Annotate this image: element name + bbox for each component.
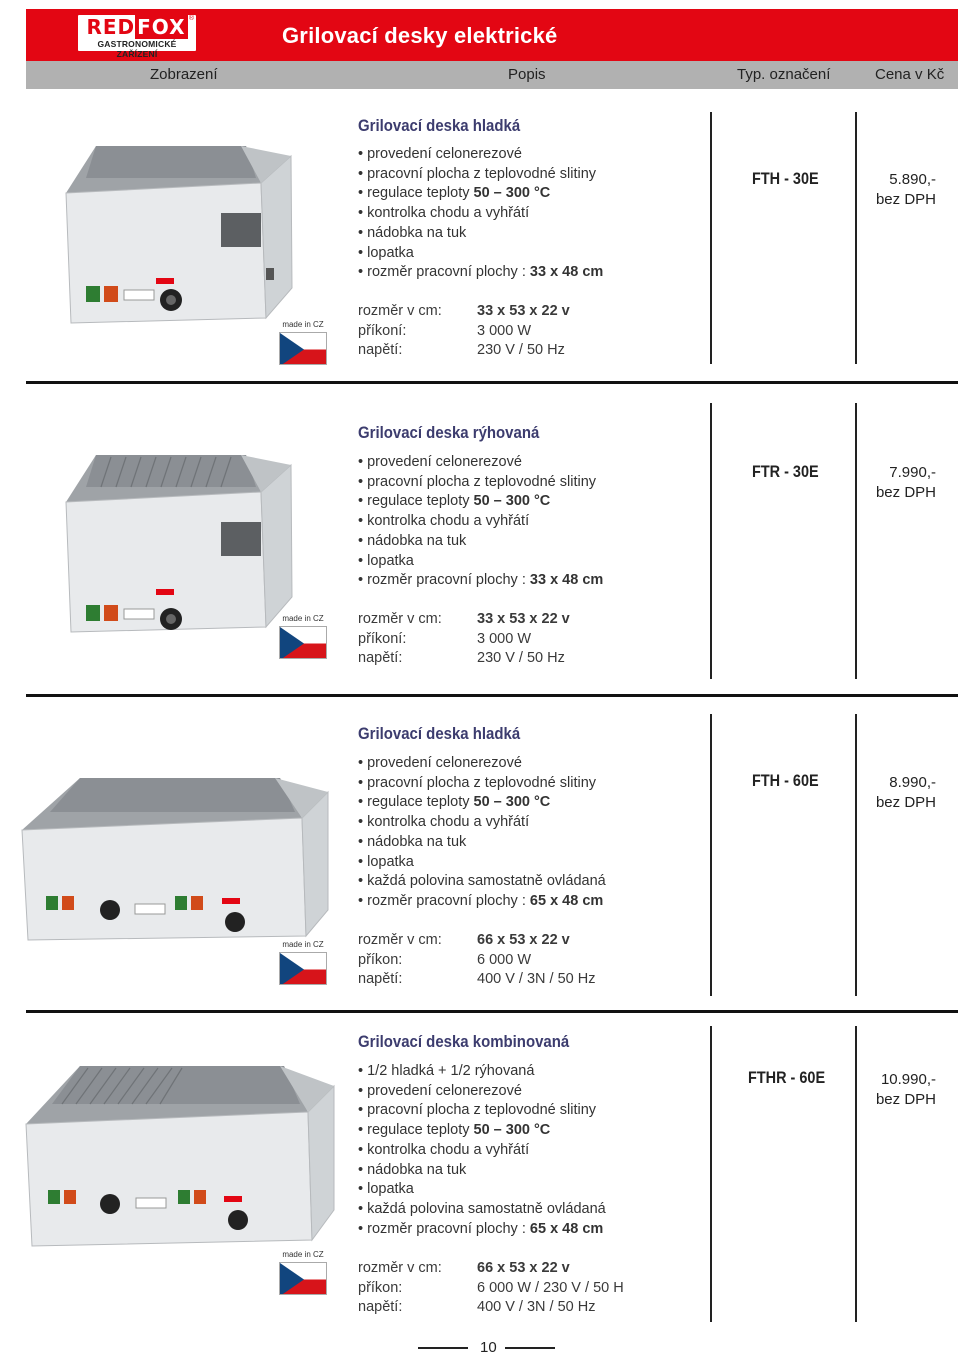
column-divider	[710, 403, 712, 679]
feature-item: • lopatka	[358, 552, 603, 572]
redfox-logo	[76, 13, 198, 59]
model-code: FTR - 30E	[752, 462, 819, 481]
made-in-cz-badge	[278, 940, 328, 990]
feature-list	[358, 145, 603, 283]
feature-item: • regulace teploty 50 – 300 °C	[358, 793, 606, 813]
column-divider	[855, 112, 857, 364]
feature-item: • provedení celonerezové	[358, 145, 603, 165]
badge-label: made in CZ	[282, 614, 324, 623]
made-in-cz-badge	[278, 320, 328, 370]
spec-row: příkoní: 3 000 W	[358, 630, 531, 647]
spec-table	[358, 302, 570, 361]
page-number: 10	[480, 1339, 497, 1356]
badge-label: made in CZ	[282, 940, 324, 949]
feature-list	[358, 453, 603, 591]
column-divider	[710, 112, 712, 364]
feature-item: • nádobka na tuk	[358, 833, 606, 853]
czech-flag-icon	[279, 332, 327, 365]
spec-table	[358, 1259, 624, 1318]
model-code: FTH - 60E	[752, 771, 819, 790]
product-title: Grilovací deska hladká	[358, 116, 521, 135]
column-type: Typ. označení	[737, 66, 831, 83]
griddle-icon	[56, 138, 296, 338]
feature-item: • provedení celonerezové	[358, 1082, 606, 1102]
griddle-combined-icon	[18, 1060, 336, 1252]
price: 8.990,- bez DPH	[875, 774, 936, 811]
feature-item: • kontrolka chodu a vyhřátí	[358, 512, 603, 532]
spec-row: rozměr v cm: 66 x 53 x 22 v	[358, 932, 570, 948]
feature-item: • rozměr pracovní plochy : 65 x 48 cm	[358, 1220, 606, 1240]
spec-row: příkoní: 3 000 W	[358, 322, 531, 339]
feature-item: • regulace teploty 50 – 300 °C	[358, 184, 603, 204]
feature-item: • nádobka na tuk	[358, 1161, 606, 1181]
product-image	[18, 1060, 336, 1252]
feature-item: • rozměr pracovní plochy : 65 x 48 cm	[358, 892, 606, 912]
column-header-bar	[26, 61, 958, 89]
czech-flag-icon	[279, 1262, 327, 1295]
feature-item: • kontrolka chodu a vyhřátí	[358, 1141, 606, 1161]
logo-subtitle: GASTRONOMICKÉ ZAŘÍZENÍ	[97, 39, 177, 59]
spec-table	[358, 610, 570, 669]
feature-item: • pracovní plocha z teplovodné slitiny	[358, 1101, 606, 1121]
product-title: Grilovací deska hladká	[358, 724, 521, 743]
feature-item: • pracovní plocha z teplovodné slitiny	[358, 774, 606, 794]
feature-item: • rozměr pracovní plochy : 33 x 48 cm	[358, 571, 603, 591]
column-display: Zobrazení	[150, 66, 218, 83]
feature-item: • provedení celonerezové	[358, 453, 603, 473]
spec-row: příkon: 6 000 W	[358, 951, 531, 968]
spec-row: rozměr v cm: 66 x 53 x 22 v	[358, 1260, 570, 1276]
feature-item: • nádobka na tuk	[358, 532, 603, 552]
column-price: Cena v Kč	[875, 66, 945, 83]
column-divider	[855, 714, 857, 996]
section-divider	[26, 1010, 958, 1013]
spec-table	[358, 931, 595, 990]
product-title: Grilovací deska kombinovaná	[358, 1032, 570, 1051]
feature-item: • lopatka	[358, 853, 606, 873]
made-in-cz-badge	[278, 614, 328, 664]
price: 7.990,- bez DPH	[875, 464, 936, 501]
feature-item: • lopatka	[358, 1180, 606, 1200]
feature-item: • rozměr pracovní plochy : 33 x 48 cm	[358, 263, 603, 283]
footer-rule-right	[505, 1347, 555, 1349]
czech-flag-icon	[279, 626, 327, 659]
logo-wordmark: RED FOX	[86, 15, 186, 39]
feature-item: • každá polovina samostatně ovládaná	[358, 872, 606, 892]
feature-item: • kontrolka chodu a vyhřátí	[358, 204, 603, 224]
feature-item: • kontrolka chodu a vyhřátí	[358, 813, 606, 833]
spec-row: napětí: 400 V / 3N / 50 Hz	[358, 1299, 596, 1316]
section-divider	[26, 381, 958, 384]
column-description: Popis	[508, 66, 546, 83]
product-image	[10, 770, 332, 946]
feature-list	[358, 754, 606, 912]
column-divider	[855, 403, 857, 679]
model-code: FTHR - 60E	[748, 1068, 826, 1087]
registered-mark: ®	[188, 15, 194, 22]
product-image	[56, 447, 296, 647]
czech-flag-icon	[279, 952, 327, 985]
badge-label: made in CZ	[282, 320, 324, 329]
badge-label: made in CZ	[282, 1250, 324, 1259]
feature-item: • každá polovina samostatně ovládaná	[358, 1200, 606, 1220]
spec-row: rozměr v cm: 33 x 53 x 22 v	[358, 303, 570, 319]
feature-item: • pracovní plocha z teplovodné slitiny	[358, 165, 603, 185]
price: 5.890,- bez DPH	[875, 171, 936, 208]
column-divider	[710, 1026, 712, 1322]
feature-item: • 1/2 hladká + 1/2 rýhovaná	[358, 1062, 606, 1082]
model-code: FTH - 30E	[752, 169, 819, 188]
feature-item: • nádobka na tuk	[358, 224, 603, 244]
griddle-ribbed-icon	[56, 447, 296, 647]
spec-row: příkon: 6 000 W / 230 V / 50 H	[358, 1279, 624, 1296]
made-in-cz-badge	[278, 1250, 328, 1300]
header-bar	[26, 9, 958, 61]
section-divider	[26, 694, 958, 697]
product-title: Grilovací deska rýhovaná	[358, 423, 540, 442]
feature-list	[358, 1062, 606, 1239]
feature-item: • regulace teploty 50 – 300 °C	[358, 492, 603, 512]
feature-item: • provedení celonerezové	[358, 754, 606, 774]
feature-item: • regulace teploty 50 – 300 °C	[358, 1121, 606, 1141]
griddle-double-icon	[10, 770, 332, 946]
column-divider	[710, 714, 712, 996]
footer-rule-left	[418, 1347, 468, 1349]
spec-row: napětí: 230 V / 50 Hz	[358, 650, 565, 667]
spec-row: napětí: 400 V / 3N / 50 Hz	[358, 971, 596, 988]
spec-row: rozměr v cm: 33 x 53 x 22 v	[358, 611, 570, 627]
price: 10.990,- bez DPH	[875, 1071, 936, 1108]
spec-row: napětí: 230 V / 50 Hz	[358, 342, 565, 359]
feature-item: • pracovní plocha z teplovodné slitiny	[358, 473, 603, 493]
page-title: Grilovací desky elektrické	[282, 23, 558, 48]
product-image	[56, 138, 296, 338]
feature-item: • lopatka	[358, 244, 603, 264]
